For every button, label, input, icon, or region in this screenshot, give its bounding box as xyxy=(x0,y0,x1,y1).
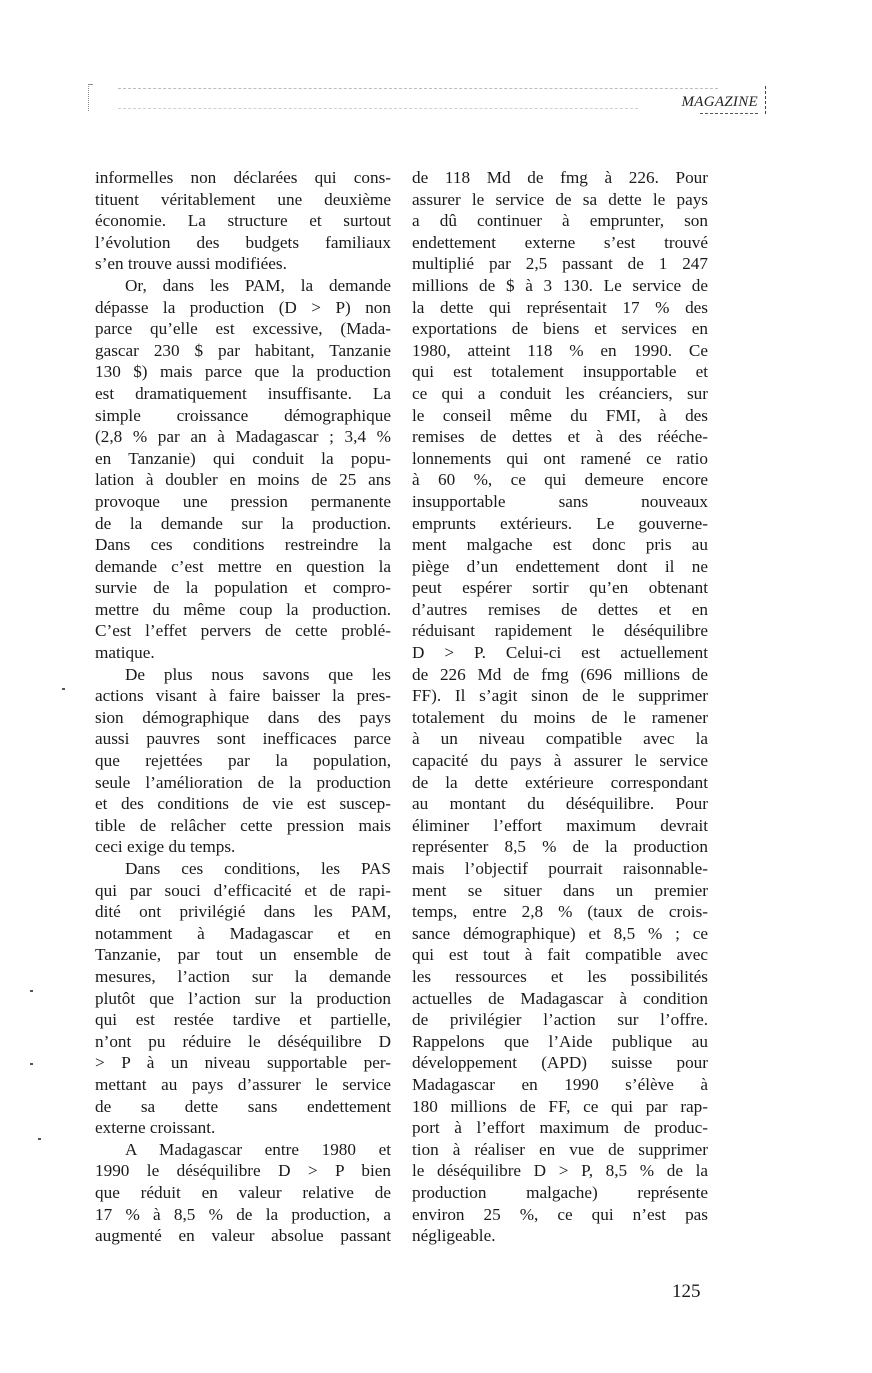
text-line: 180 millions de FF, ce qui par rap- xyxy=(412,1096,708,1116)
page-number: 125 xyxy=(672,1281,701,1302)
text-line: réduisant rapidement le déséquilibre xyxy=(412,621,708,641)
text-line: tituent véritablement une deuxième xyxy=(95,189,391,209)
text-line: ment malgache est donc pris au xyxy=(412,535,708,555)
text-line: qui par souci d’efficacité et de rapi- xyxy=(95,880,391,900)
text-line: mais l’objectif pourrait raisonnable- xyxy=(412,859,708,878)
text-line: ce qui a conduit les créanciers, sur xyxy=(412,383,708,403)
text-line: que rejettées par la population, xyxy=(95,751,391,771)
text-line: production malgache) représente xyxy=(412,1182,708,1202)
text-line: s’en trouve aussi modifiées. xyxy=(95,254,287,274)
text-line: A Madagascar entre 1980 et xyxy=(125,1139,391,1159)
text-line: Madagascar en 1990 s’élève à xyxy=(412,1074,708,1094)
header-bleed-line xyxy=(118,108,638,110)
text-line: gascar 230 $ par habitant, Tanzanie xyxy=(95,340,391,360)
text-line: de 118 Md de fmg à 226. Pour xyxy=(412,168,708,187)
text-line: que réduit en valeur relative de xyxy=(95,1182,391,1202)
text-line: remises de dettes et à des rééche- xyxy=(412,427,708,447)
text-line: à 60 %, ce qui demeure encore xyxy=(412,470,708,490)
text-line: le déséquilibre D > P, 8,5 % de la xyxy=(412,1161,708,1181)
text-line: provoque une pression permanente xyxy=(95,491,391,511)
text-line: mesures, l’action sur la demande xyxy=(95,966,391,986)
text-line: seule l’amélioration de la production xyxy=(95,772,391,792)
text-line: l’évolution des budgets familiaux xyxy=(95,232,391,252)
text-line: en Tanzanie) qui conduit la popu- xyxy=(95,448,391,468)
text-line: actuelles de Madagascar à condition xyxy=(412,988,708,1008)
margin-speck xyxy=(30,990,33,992)
text-line: De plus nous savons que les xyxy=(125,664,391,684)
text-line: la dette qui représentait 17 % des xyxy=(412,297,708,317)
text-line: capacité du pays à assurer le service xyxy=(412,751,708,771)
right-column xyxy=(412,167,708,1247)
text-line: 1980, atteint 118 % en 1990. Ce xyxy=(412,340,708,360)
text-line: Or, dans les PAM, la demande xyxy=(125,275,391,295)
text-line: de 226 Md de fmg (696 millions de xyxy=(412,664,708,684)
text-line: est dramatiquement insuffisante. La xyxy=(95,383,391,403)
text-line: survie de la population et compro- xyxy=(95,578,391,598)
text-line: ceci exige du temps. xyxy=(95,837,236,857)
text-line: de sa dette sans endettement xyxy=(95,1096,391,1116)
text-line: éliminer l’effort maximum devrait xyxy=(412,815,708,835)
text-line: C’est l’effet pervers de cette problé- xyxy=(95,621,391,641)
text-line: a dû continuer à emprunter, son xyxy=(412,211,708,231)
text-line: qui est totalement insupportable et xyxy=(412,362,708,382)
text-line: (2,8 % par an à Madagascar ; 3,4 % xyxy=(95,427,391,447)
running-header xyxy=(88,82,768,114)
text-line: qui est tout à fait compatible avec xyxy=(412,945,708,965)
text-line: et des conditions de vie est suscep- xyxy=(95,794,391,814)
margin-speck xyxy=(38,1138,41,1140)
text-line: exportations de biens et services en xyxy=(412,319,708,339)
running-title: MAGAZINE xyxy=(681,94,758,110)
header-rule xyxy=(700,113,758,114)
text-line: peut espérer sortir qu’en obtenant xyxy=(412,578,708,598)
text-line: notamment à Madagascar et en xyxy=(95,923,391,943)
text-line: Tanzanie, par tout un ensemble de xyxy=(95,945,391,965)
text-line: port à l’effort maximum de produc- xyxy=(412,1118,708,1138)
text-line: plutôt que l’action sur la production xyxy=(95,988,391,1008)
text-line: totalement du moins de le ramener xyxy=(412,707,708,727)
text-line: de la demande sur la production. xyxy=(95,513,391,533)
text-line: parce qu’elle est excessive, (Mada- xyxy=(95,319,391,339)
crop-mark-left xyxy=(88,84,93,111)
text-line: insupportable sans nouveaux xyxy=(412,491,708,511)
text-line: lonnements qui ont ramené ce ratio xyxy=(412,448,708,468)
text-line: Rappelons que l’Aide publique au xyxy=(412,1031,708,1051)
text-line: mettre du même coup la production. xyxy=(95,599,391,619)
text-line: informelles non déclarées qui cons- xyxy=(95,168,391,187)
text-line: tion à réaliser en vue de supprimer xyxy=(412,1139,708,1159)
text-line: temps, entre 2,8 % (taux de crois- xyxy=(412,902,708,922)
text-line: au montant du déséquilibre. Pour xyxy=(412,794,708,814)
text-line: développement (APD) suisse pour xyxy=(412,1053,708,1073)
text-line: de privilégier l’action sur l’offre. xyxy=(412,1010,708,1030)
text-line: demande c’est mettre en question la xyxy=(95,556,391,576)
text-line: sance démographique) et 8,5 % ; ce xyxy=(412,923,708,943)
text-line: 17 % à 8,5 % de la production, a xyxy=(95,1204,391,1224)
text-line: les ressources et les possibilités xyxy=(412,966,708,986)
text-line: de la dette extérieure correspondant xyxy=(412,772,708,792)
margin-speck xyxy=(62,688,65,690)
text-line: mettant au pays d’assurer le service xyxy=(95,1074,391,1094)
crop-mark-right xyxy=(765,86,766,114)
text-line: le conseil même du FMI, à des xyxy=(412,405,708,425)
text-line: 130 $) mais parce que la production xyxy=(95,362,391,382)
text-line: économie. La structure et surtout xyxy=(95,211,391,231)
text-line: qui est restée tardive et partielle, xyxy=(95,1010,391,1030)
text-line: assurer le service de sa dette le pays xyxy=(412,189,708,209)
text-line: dité ont privilégié dans les PAM, xyxy=(95,902,391,922)
text-line: > P à un niveau supportable per- xyxy=(95,1053,391,1073)
text-line: Dans ces conditions restreindre la xyxy=(95,535,391,555)
text-line: externe croissant. xyxy=(95,1118,216,1138)
text-line: FF). Il s’agit sinon de le supprimer xyxy=(412,686,708,706)
text-line: lation à doubler en moins de 25 ans xyxy=(95,470,391,490)
text-line: sion démographique dans des pays xyxy=(95,707,391,727)
text-line: environ 25 %, ce qui n’est pas xyxy=(412,1204,708,1224)
text-line: d’autres remises de dettes et en xyxy=(412,599,708,619)
margin-speck xyxy=(30,1063,33,1065)
text-line: augmenté en valeur absolue passant xyxy=(95,1226,391,1246)
text-line: Dans ces conditions, les PAS xyxy=(125,859,391,878)
text-line: n’ont pu réduire le déséquilibre D xyxy=(95,1031,391,1051)
text-line: à un niveau compatible avec la xyxy=(412,729,708,749)
text-line: tible de relâcher cette pression mais xyxy=(95,815,391,835)
text-line: piège d’un endettement dont il ne xyxy=(412,556,708,576)
text-line: endettement externe s’est trouvé xyxy=(412,232,708,252)
text-line: simple croissance démographique xyxy=(95,405,391,425)
text-line: matique. xyxy=(95,643,155,663)
text-line: actions visant à faire baisser la pres- xyxy=(95,686,391,706)
text-line: ment se situer dans un premier xyxy=(412,880,708,900)
left-column xyxy=(95,167,391,1247)
text-line: dépasse la production (D > P) non xyxy=(95,297,391,317)
text-line: 1990 le déséquilibre D > P bien xyxy=(95,1161,391,1181)
text-line: emprunts extérieurs. Le gouverne- xyxy=(412,513,708,533)
header-bleed-line xyxy=(118,88,718,90)
text-line: représenter 8,5 % de la production xyxy=(412,837,708,857)
text-line: aussi pauvres sont inefficaces parce xyxy=(95,729,391,749)
text-line: négligeable. xyxy=(412,1226,496,1246)
text-line: D > P. Celui-ci est actuellement xyxy=(412,643,708,663)
text-line: millions de $ à 3 130. Le service de xyxy=(412,275,708,295)
text-line: multiplié par 2,5 passant de 1 247 xyxy=(412,254,708,274)
